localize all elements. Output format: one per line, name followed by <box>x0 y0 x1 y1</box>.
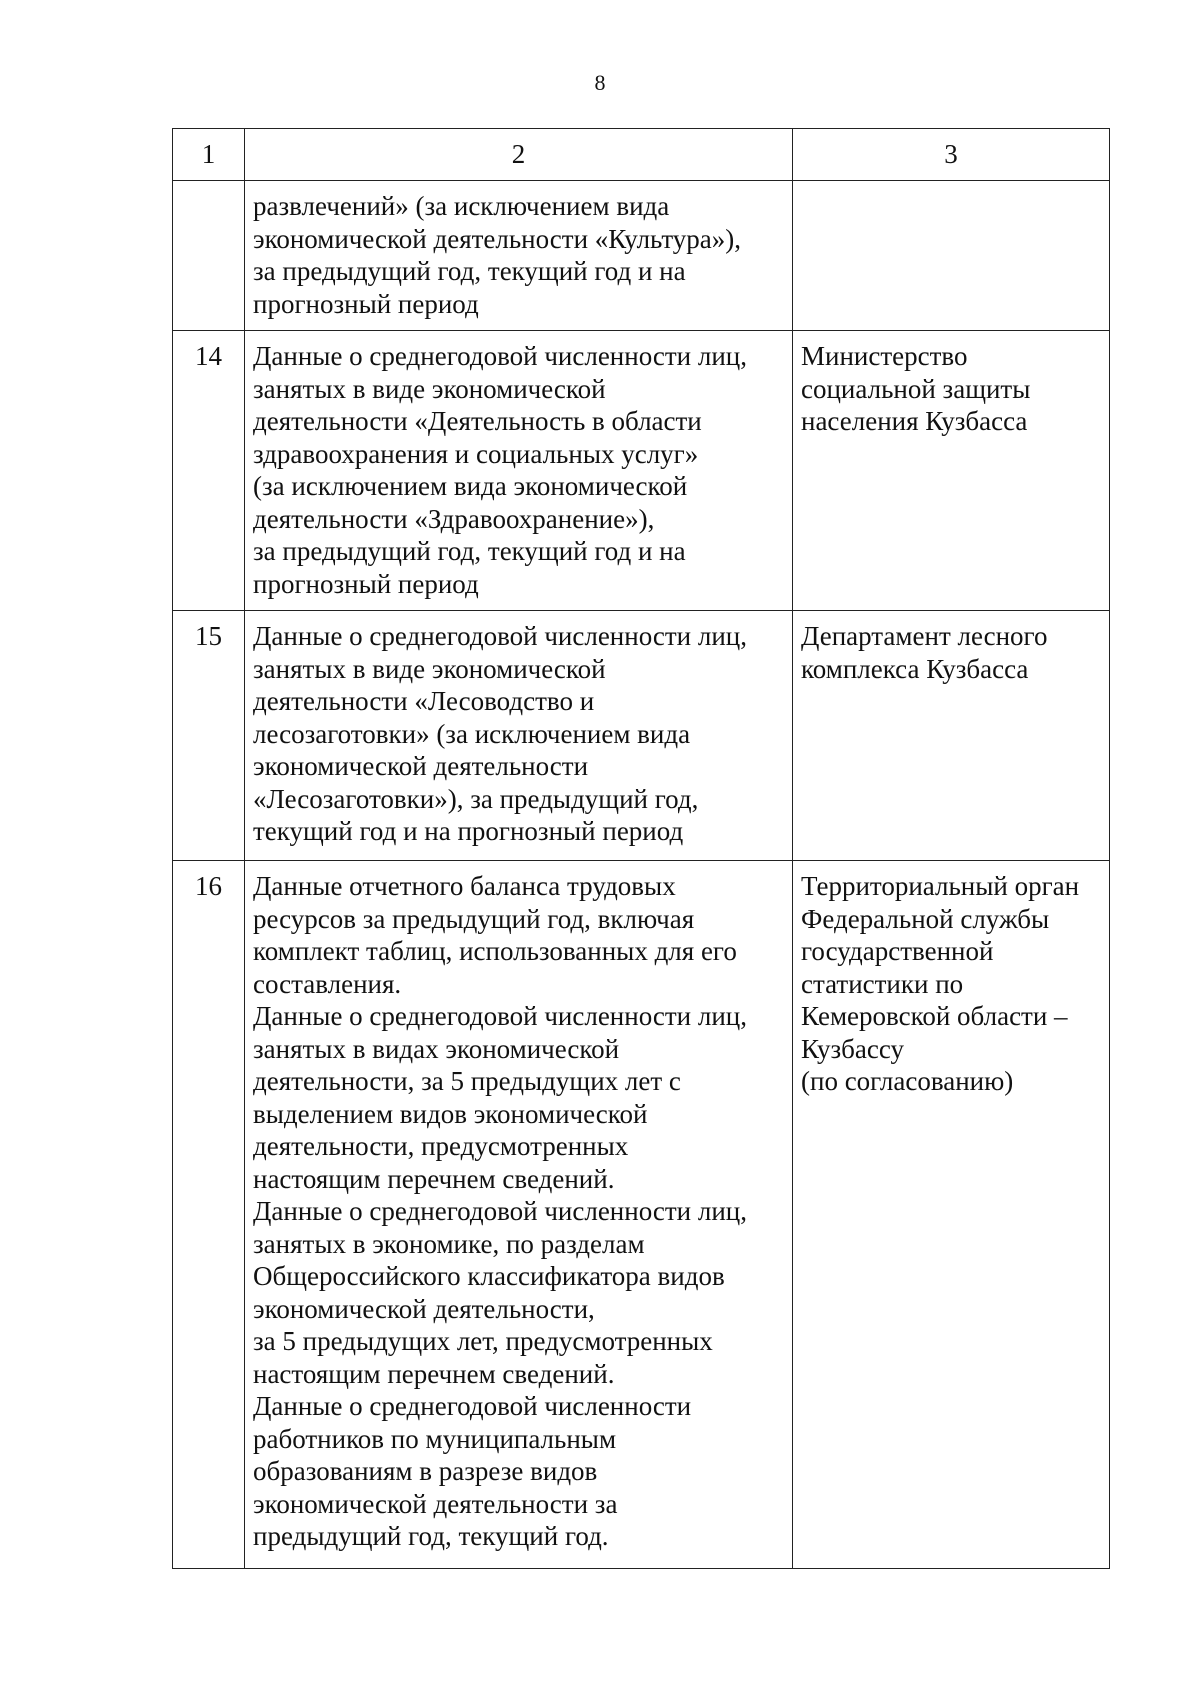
table-row <box>173 611 1110 861</box>
row-description-cell <box>245 181 793 331</box>
column-header-3: 3 <box>793 129 1110 181</box>
table-row <box>173 861 1110 1569</box>
column-header-1: 1 <box>173 129 245 181</box>
row-number-cell: 15 <box>173 611 245 861</box>
row-number-cell <box>173 181 245 331</box>
description-paragraph: развлечений» (за исключением вида экономической деятельности «Культура»), за предыдущий год, текущий год и на прогнозный период <box>253 191 742 319</box>
row-source-cell <box>793 331 1110 611</box>
row-description-cell <box>245 861 793 1569</box>
row-source-cell <box>793 181 1110 331</box>
row-source-cell <box>793 611 1110 861</box>
row-description-cell <box>245 611 793 861</box>
row-source-cell <box>793 861 1110 1569</box>
row-number-cell: 14 <box>173 331 245 611</box>
page-number: 8 <box>594 70 606 95</box>
table-row <box>173 181 1110 331</box>
description-paragraph: Данные о среднегодовой численности лиц, занятых в видах экономической деятельности, за 5 предыдущих лет с выделением видов экономической деятельности, предусмотренных настоящим перечнем сведений. <box>253 1001 747 1194</box>
description-paragraph: Данные о среднегодовой численности лиц, занятых в виде экономической деятельности «Деятельность в области здравоохранения и социальных услуг» (за исключением вида экономической деятельности «Здравоохранение»), за предыдущий год, текущий год и на прогнозный период <box>253 341 747 599</box>
row-number-cell: 16 <box>173 861 245 1569</box>
description-paragraph: Данные отчетного баланса трудовых ресурсов за предыдущий год, включая комплект таблиц, использованных для его составления. <box>253 871 737 999</box>
column-header-2: 2 <box>245 129 793 181</box>
table-row <box>173 331 1110 611</box>
source-text: Территориальный орган Федеральной службы государственной статистики по Кемеровской области – Кузбассу (по согласованию) <box>801 871 1080 1096</box>
table-header-row <box>173 129 1110 181</box>
description-paragraph: Данные о среднегодовой численности лиц, занятых в экономике, по разделам Общероссийского классификатора видов экономической деятельности, за 5 предыдущих лет, предусмотренных настоящим перечнем сведений. <box>253 1196 747 1389</box>
row-description-cell <box>245 331 793 611</box>
source-text: Министерство социальной защиты населения Кузбасса <box>801 341 1031 436</box>
data-sources-table <box>172 128 1110 1569</box>
description-paragraph: Данные о среднегодовой численности лиц, занятых в виде экономической деятельности «Лесоводство и лесозаготовки» (за исключением вида экономической деятельности «Лесозаготовки»), за предыдущий год, текущий год и на прогнозный период <box>253 621 747 846</box>
description-paragraph: Данные о среднегодовой численности работников по муниципальным образованиям в разрезе видов экономической деятельности за предыдущий год, текущий год. <box>253 1391 692 1551</box>
source-text: Департамент лесного комплекса Кузбасса <box>801 621 1048 684</box>
